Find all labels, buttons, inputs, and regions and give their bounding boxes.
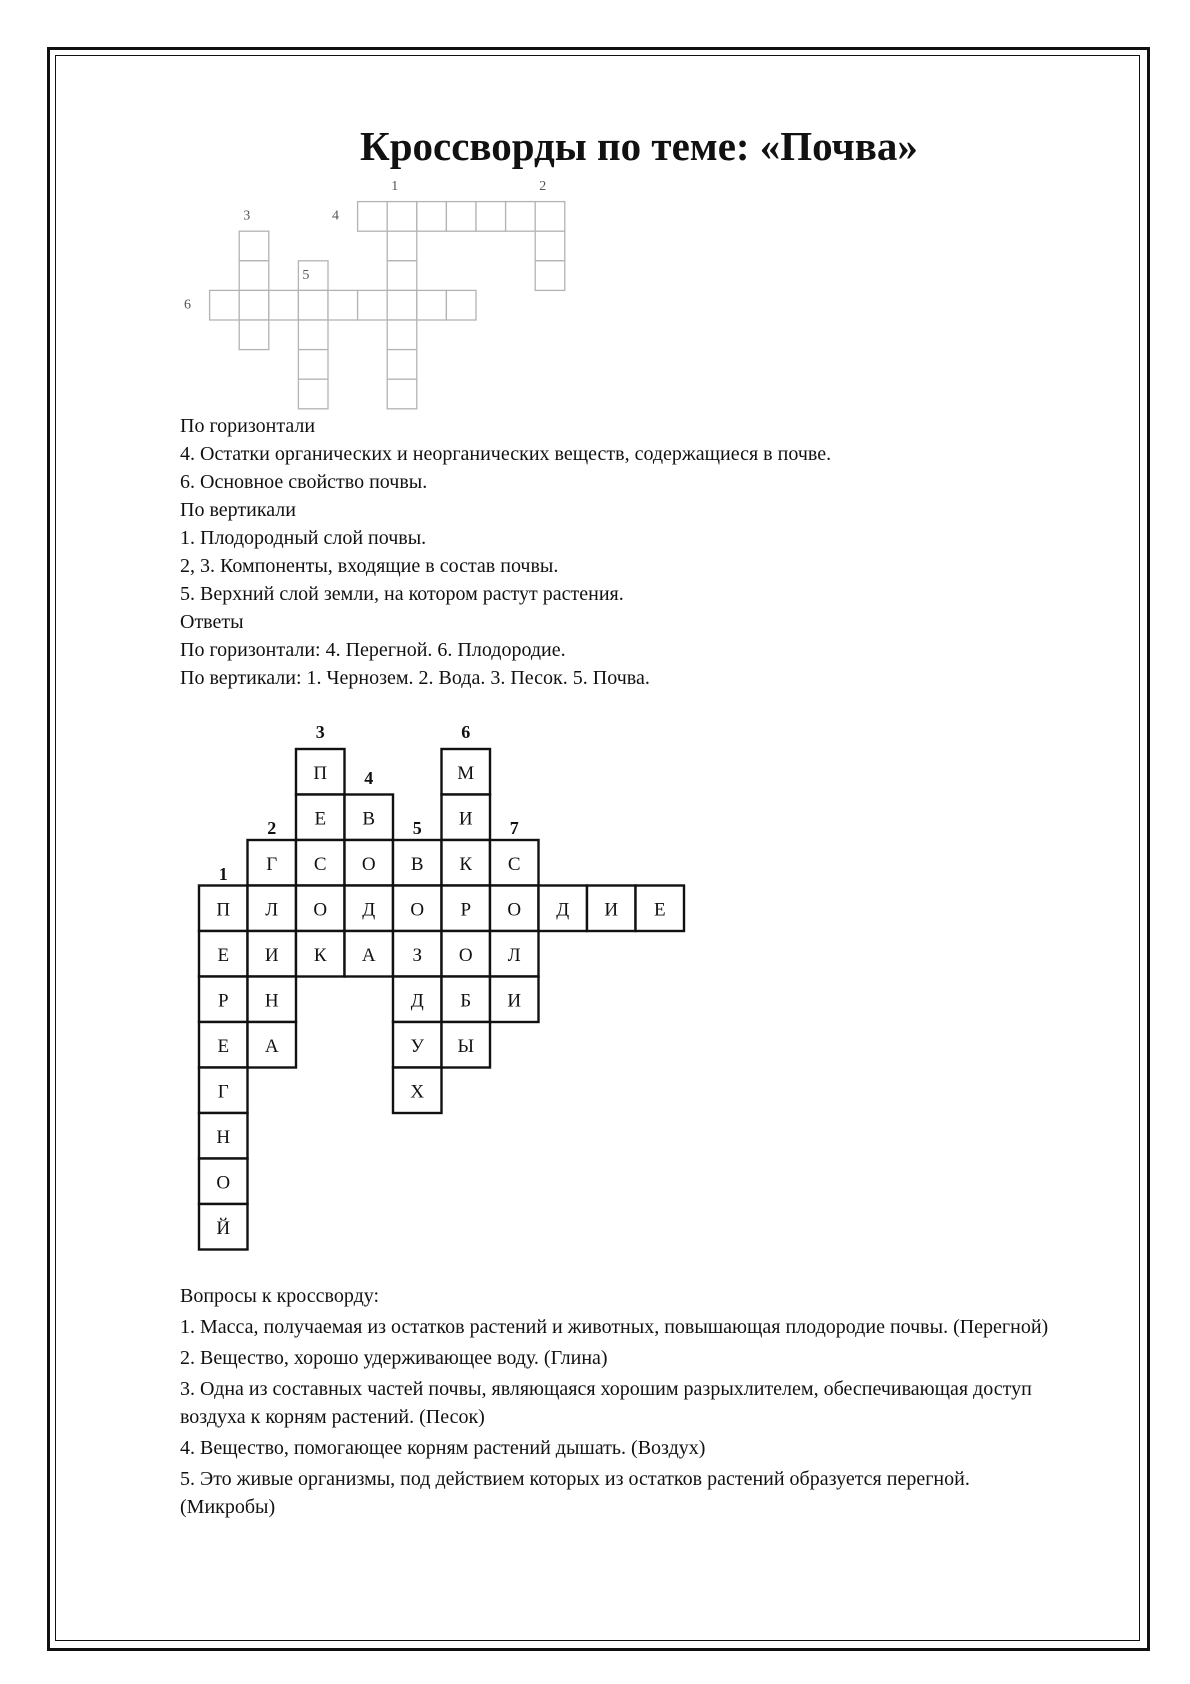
crossword-2-number: 6	[461, 722, 471, 742]
crossword-2-letter: П	[313, 762, 328, 784]
answers-heading: Ответы	[180, 611, 244, 633]
crossword-2-letter: К	[459, 853, 473, 875]
crossword-1-number: 2	[539, 179, 547, 194]
question-item: 1. Масса, получаемая из остатков растений и животных, повышающая плодородие почвы. (Перегной)	[180, 1316, 1049, 1338]
questions-heading: Вопросы к кроссворду:	[180, 1285, 380, 1307]
clue-line: 1. Плодородный слой почвы.	[180, 527, 427, 549]
questions-block	[180, 1282, 1060, 1524]
crossword-2-letter: Е	[217, 1035, 230, 1057]
crossword-2-number: 4	[364, 768, 374, 788]
crossword-1-number: 5	[302, 267, 310, 283]
crossword-2-letter: О	[216, 1172, 231, 1194]
crossword-2-letter: Х	[410, 1081, 425, 1103]
crossword-2-letter: М	[457, 762, 475, 784]
crossword-2-letter: Р	[217, 990, 229, 1012]
answers-horizontal: По горизонтали: 4. Перегной. 6. Плодородие.	[180, 639, 566, 661]
crossword-2-letter: В	[410, 853, 424, 875]
crossword-2-letter: И	[507, 990, 522, 1012]
clue-heading-vertical: По вертикали	[180, 499, 296, 521]
crossword-2-letter: Д	[362, 899, 376, 921]
crossword-2-letter: О	[410, 899, 425, 921]
crossword-2-letter: В	[362, 808, 376, 830]
crossword-2-letter: И	[458, 808, 473, 830]
answers-vertical: По вертикали: 1. Чернозем. 2. Вода. 3. Песок. 5. Почва.	[180, 667, 650, 689]
crossword-2-letter: Н	[264, 990, 279, 1012]
crossword-2-letter: С	[313, 853, 327, 875]
crossword-2-letter: Б	[460, 990, 472, 1012]
crossword-2-number: 1	[218, 864, 228, 884]
clue-heading-horizontal: По горизонтали	[180, 415, 316, 437]
crossword-2-letter: Г	[266, 853, 278, 875]
crossword-2-number: 7	[509, 818, 519, 838]
crossword-2-letter: О	[507, 899, 522, 921]
crossword-1-number: 4	[332, 208, 339, 224]
crossword-2-letter: Р	[460, 899, 472, 921]
crossword-2-letter: З	[412, 944, 423, 966]
crossword-2-letter: О	[313, 899, 328, 921]
crossword-2-letter: О	[361, 853, 376, 875]
crossword-2-letter: Л	[265, 899, 279, 921]
crossword-2-letter: Е	[217, 944, 230, 966]
page-title: Кроссворды по теме: «Почва»	[360, 123, 918, 169]
crossword-1-number: 3	[243, 208, 251, 224]
crossword-2-letter: Ы	[457, 1035, 475, 1057]
question-item: 2. Вещество, хорошо удерживающее воду. (Глина)	[180, 1347, 608, 1369]
crossword-2-number: 2	[267, 818, 277, 838]
crossword-2-letter: О	[458, 944, 473, 966]
crossword-2-letter: Е	[314, 808, 327, 830]
crossword-2-letter: У	[410, 1035, 424, 1057]
crossword-2-letter: С	[507, 853, 521, 875]
crossword-2-number: 5	[412, 818, 422, 838]
crossword-2-letter: К	[313, 944, 327, 966]
question-item: 4. Вещество, помогающее корням растений дышать. (Воздух)	[180, 1437, 706, 1459]
clue-line: 6. Основное свойство почвы.	[180, 471, 428, 493]
crossword-2-letter: П	[216, 899, 231, 921]
crossword-2-letter: Е	[653, 899, 666, 921]
crossword-2-letter: Й	[216, 1217, 231, 1239]
crossword-2-number: 3	[315, 722, 325, 742]
question-item: 5. Это живые организмы, под действием которых из остатков растений образуется перегной. (Микробы)	[180, 1468, 970, 1518]
crossword-2-letter: Д	[556, 899, 570, 921]
crossword-2-letter: А	[264, 1035, 279, 1057]
crossword-2-letter: А	[361, 944, 376, 966]
crossword-2-letter: Г	[217, 1081, 229, 1103]
crossword-2-letter: Н	[216, 1126, 231, 1148]
clue-line: 5. Верхний слой земли, на котором растут растения.	[180, 583, 624, 605]
clue-line: 4. Остатки органических и неорганических веществ, содержащиеся в почве.	[180, 443, 832, 465]
crossword-2-letter: И	[604, 899, 619, 921]
crossword-2-letter: И	[264, 944, 279, 966]
question-item: 3. Одна из составных частей почвы, являющаяся хорошим разрыхлителем, обеспечивающая доступ воздуха к корням растений. (Песок)	[180, 1378, 1032, 1428]
clue-line: 2, 3. Компоненты, входящие в состав почвы.	[180, 555, 559, 577]
crossword-1-number: 1	[391, 179, 399, 194]
crossword-1-number: 6	[184, 297, 191, 313]
crossword-2-letter: Л	[507, 944, 521, 966]
crossword-2-letter: Д	[410, 990, 424, 1012]
